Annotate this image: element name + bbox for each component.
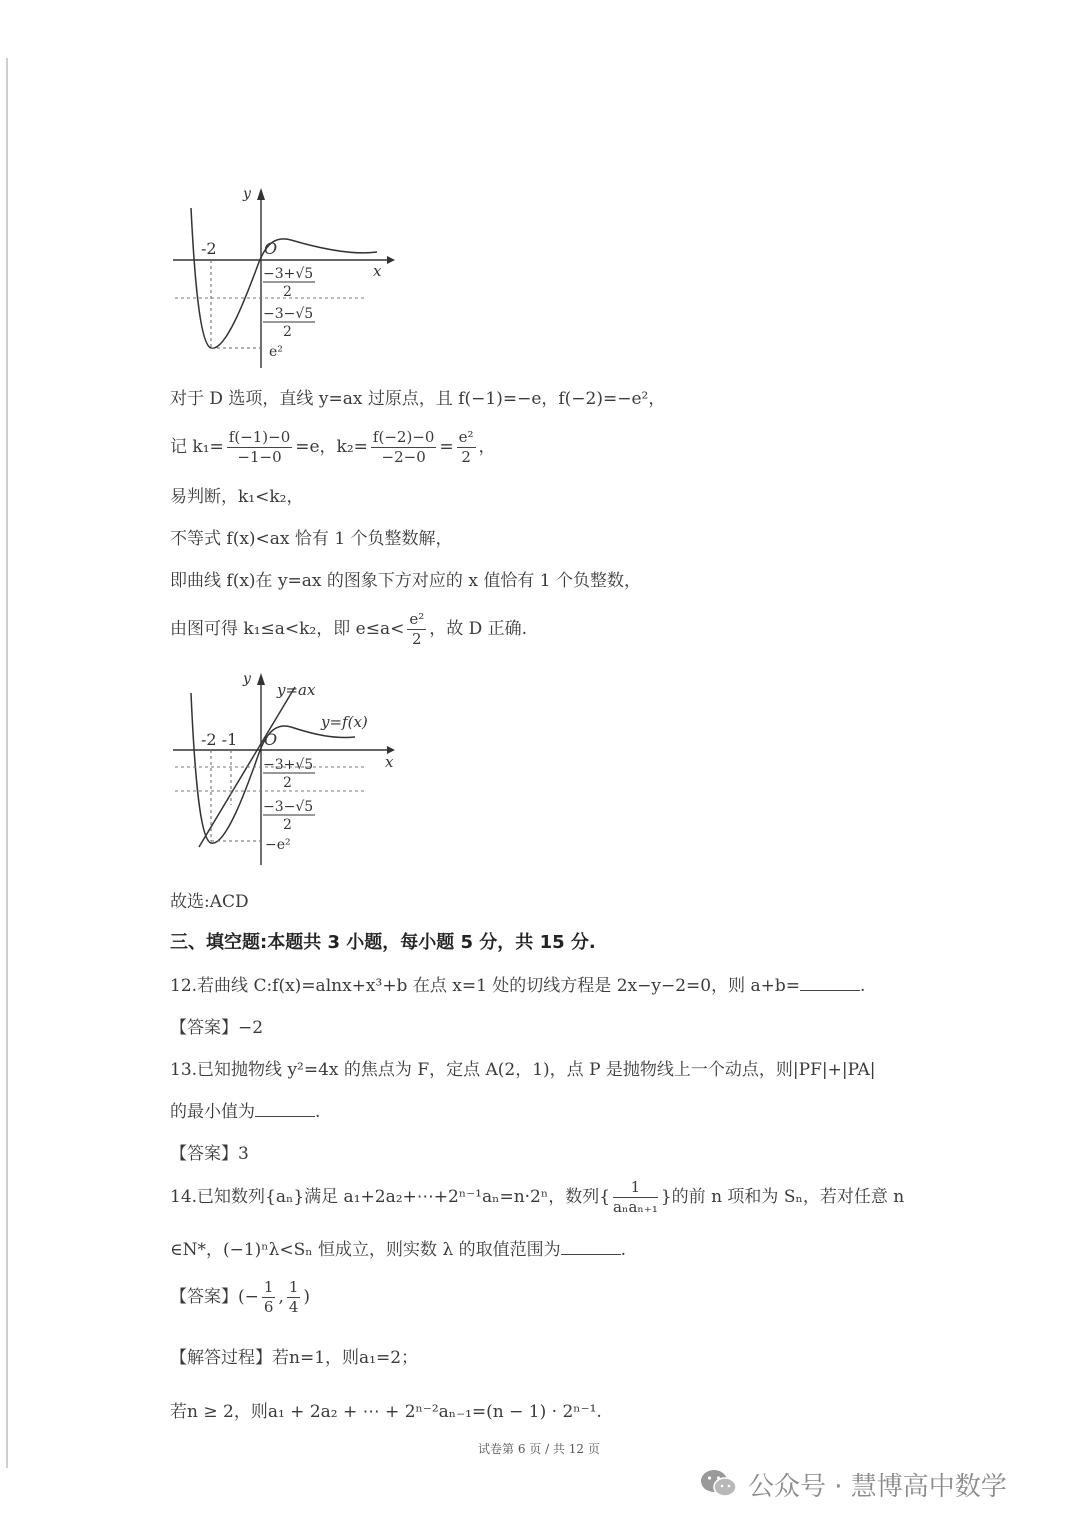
graph-1-origin: O [264, 239, 278, 258]
answer-12: 【答案】−2 [170, 1018, 264, 1038]
from-graph-text: 由图可得 k₁≤a<k₂，即 e≤a< $\frac{\text{e²}}{2}$ ，故 D 正确. [170, 610, 528, 648]
answer-13: 【答案】3 [170, 1144, 249, 1164]
easy-judge-text: 易判断，k₁<k₂， [170, 487, 304, 507]
graph-1-y-label: y [243, 186, 251, 202]
graph-1-frac1-num: −3+√5 [263, 266, 314, 282]
question-12: 12.若曲线 C:f(x)=alnx+x³+b 在点 x=1 处的切线方程是 2x−y−2=0，则 a+b= . [170, 976, 866, 996]
graph-1-frac2-den: 2 [283, 324, 292, 340]
graph-2-origin: O [264, 730, 278, 749]
graph-1-x-label: x [373, 262, 382, 280]
question-13-line1: 13.已知抛物线 y²=4x 的焦点为 F，定点 A(2，1)，点 P 是抛物线上一个动点，则|PF|+|PA| [170, 1060, 876, 1080]
graph-2-frac1-den: 2 [283, 775, 292, 791]
watermark-text: 公众号 · 慧博高中数学 [748, 1471, 1007, 1502]
graph-1-minus2: -2 [201, 239, 217, 258]
graph-1 [165, 180, 405, 370]
answer-blank [255, 1104, 315, 1117]
choose-answer: 故选:ACD [170, 892, 249, 912]
solution-line-1: 【解答过程】若n=1，则a₁=2； [170, 1348, 419, 1368]
answer-blank [800, 978, 860, 991]
inequality-text: 不等式 f(x)<ax 恰有 1 个负整数解， [170, 529, 453, 549]
graph-1-e2: e² [269, 344, 283, 360]
section-title: 三、填空题:本题共 3 小题，每小题 5 分，共 15 分. [170, 932, 596, 953]
page-left-border [6, 58, 8, 1468]
answer-blank [561, 1242, 621, 1255]
graph-2-e2: −e² [265, 837, 291, 853]
option-d-text: 对于 D 选项，直线 y=ax 过原点，且 f(−1)=−e，f(−2)=−e²， [170, 389, 666, 409]
graph-2 [165, 665, 405, 870]
graph-1-frac2-num: −3−√5 [263, 306, 314, 322]
question-14-line1: 14.已知数列{aₙ}满足 a₁+2a₂+⋯+2ⁿ⁻¹aₙ=n·2ⁿ，数列{ $\frac{1}{\text{aₙaₙ₊₁}}$ }的前 n 项和为 Sₙ，若对任意 n [170, 1178, 905, 1216]
curve-text: 即曲线 f(x)在 y=ax 的图象下方对应的 x 值恰有 1 个负整数， [170, 571, 641, 591]
graph-2-line-label: y=ax [277, 681, 316, 699]
solution-line-2: 若n ≥ 2，则a₁ + 2a₂ + ⋯ + 2ⁿ⁻²aₙ₋₁=(n − 1) · 2ⁿ⁻¹. [170, 1402, 602, 1422]
graph-2-frac2-den: 2 [283, 817, 292, 833]
graph-2-ticks: -2 -1 [201, 730, 238, 749]
graph-2-frac1-num: −3+√5 [263, 757, 314, 773]
question-14-line2: ∈N*，(−1)ⁿλ<Sₙ 恒成立，则实数 λ 的取值范围为 . [170, 1240, 627, 1260]
watermark [700, 1462, 1007, 1506]
page-footer: 试卷第 6 页 / 共 12 页 [478, 1442, 600, 1456]
answer-14: 【答案】(− $\frac{1}{6}$ , $\frac{1}{4}$ ) [170, 1278, 311, 1316]
graph-2-curve-label: y=f(x) [321, 713, 368, 731]
k-definition: 记 k₁= $\frac{f(-1)-0}{-1-0}$ =e，k₂= $\frac{f(-2)-0}{-2-0}$ = $\frac{\text{e²}}{2}$ ， [170, 428, 496, 466]
question-13-line2: 的最小值为 . [170, 1102, 321, 1122]
graph-2-y-label: y [243, 671, 251, 687]
graph-2-frac2-num: −3−√5 [263, 799, 314, 815]
graph-2-x-label: x [385, 753, 394, 771]
graph-1-frac1-den: 2 [283, 284, 292, 300]
wechat-icon [700, 1468, 738, 1500]
